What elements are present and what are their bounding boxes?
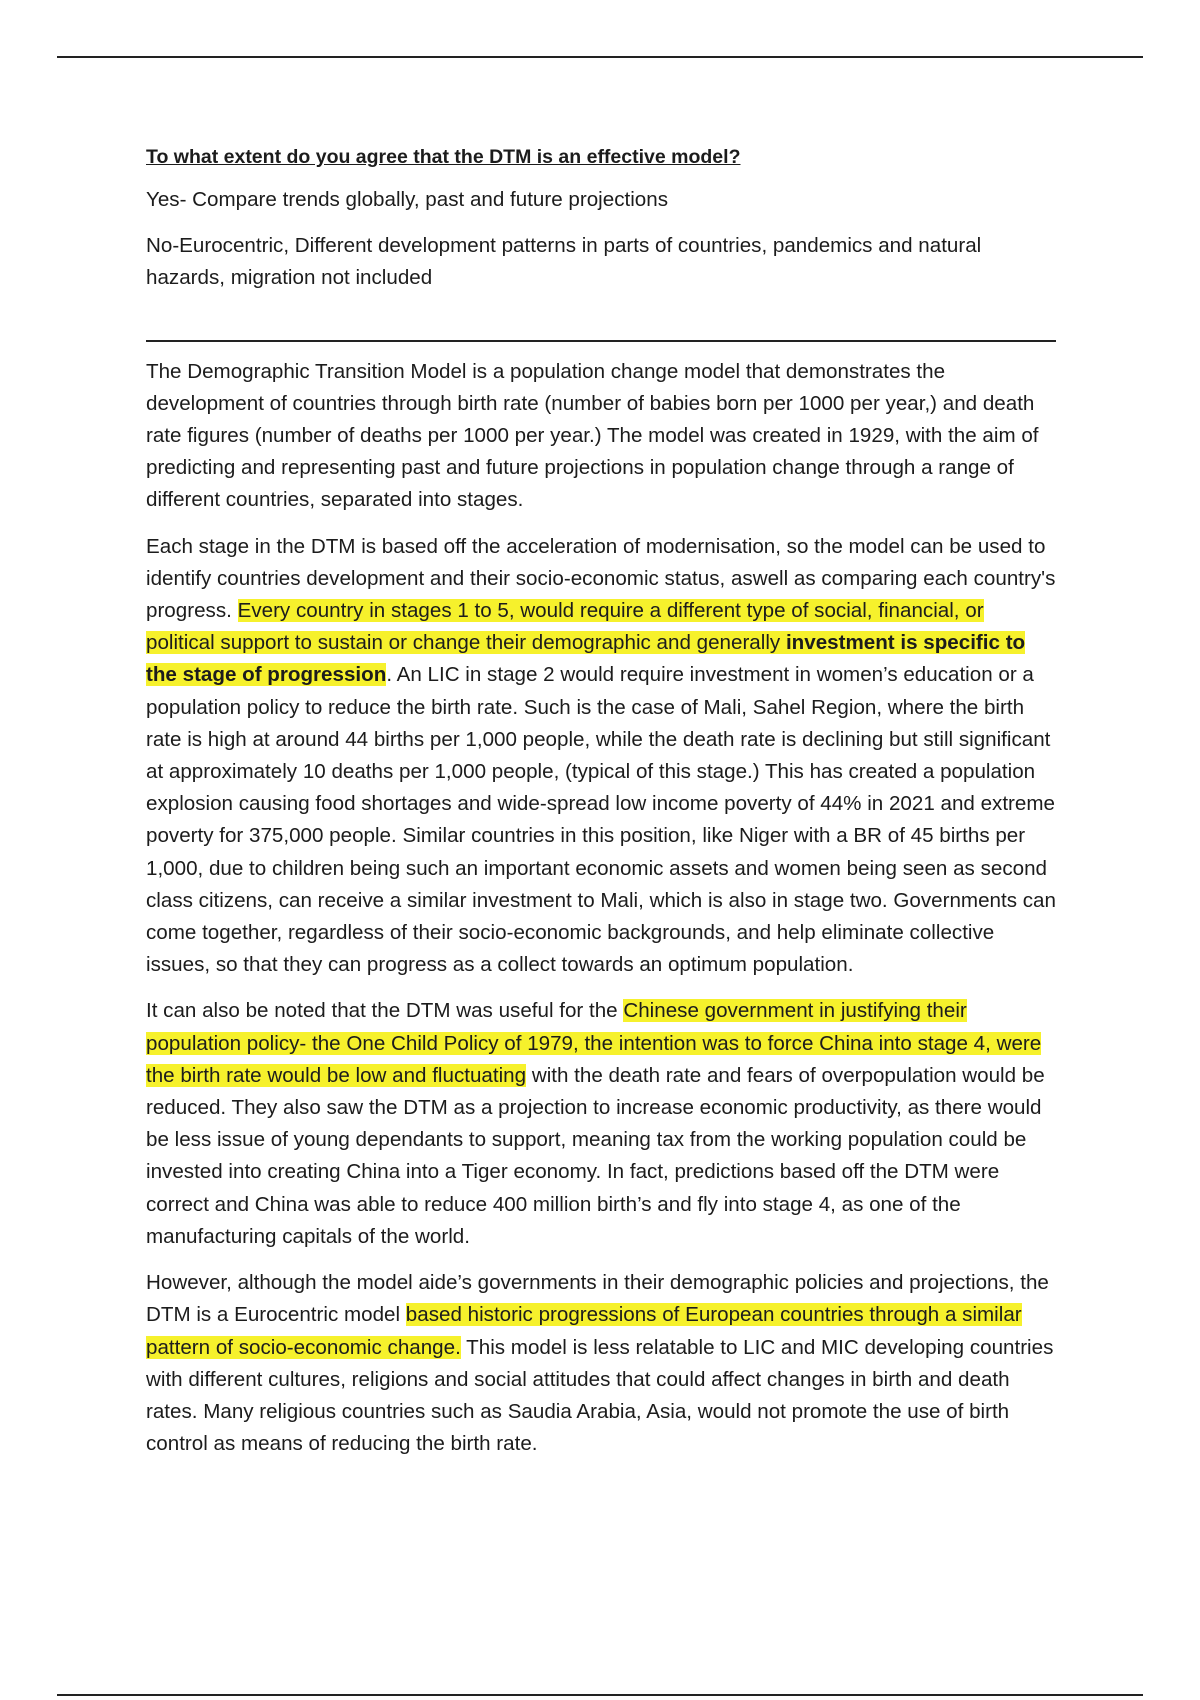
section-divider [146,340,1056,342]
yes-argument-line: Yes- Compare trends globally, past and future projections [146,188,669,211]
highlighted-bold-text: investment is specific to the stage of progression [146,631,1026,687]
paragraph-stages-text-a: Each stage in the DTM is based off the acceleration of modernisation, so the model can be used to identify countries development and their socio-economic status, aswell as comparing each country's progress. [146,534,1056,623]
page-top-rule [57,56,1143,58]
paragraph-eurocentric-text-b: This model is less relatable to LIC and MIC developing countries with different cultures, religions and social attitudes that could affect changes in birth and death rates. Many religious countries such as Saudia Arabia, Asia, would not promote the use of birth control as means of reducing the birth rate. [146,1335,1054,1456]
page-bottom-rule [57,1694,1143,1696]
paragraph-stages [146,531,1056,982]
no-argument-line: No-Eurocentric, Different development patterns in parts of countries, pandemics and natural hazards, migration not included [146,234,982,290]
paragraph-china [146,995,1056,1253]
paragraph-eurocentric-text-a: However, although the model aide’s governments in their demographic policies and projections, the DTM is a Eurocentric model [146,1271,1049,1327]
paragraph-stages-text-b: . An LIC in stage 2 would require investment in women’s education or a population policy to reduce the birth rate. Such is the case of Mali, Sahel Region, where the birth rate is high at around 44 births per 1,000 people, while the death rate is declining but still significant at approximately 10 deaths per 1,000 people, (typical of this stage.) This has created a population explosion causing food shortages and wide-spread low income poverty of 44% in 2021 and extreme poverty for 375,000 people. Similar countries in this position, like Niger with a BR of 45 births per 1,000, due to children being such an important economic assets and women being seen as second class citizens, can receive a similar investment to Mali, which is also in stage two. Governments can come together, regardless of their socio-economic backgrounds, and help eliminate collective issues, so that they can progress as a collect towards an optimum population. [146,663,1056,977]
paragraph-china-text-a: It can also be noted that the DTM was useful for the [146,999,624,1023]
paragraph-introduction: The Demographic Transition Model is a population change model that demonstrates the development of countries through birth rate (number of babies born per 1000 per year,) and death rate figures (number of deaths per 1000 per year.) The model was created in 1929, with the aim of predicting and representing past and future projections in population change through a range of different countries, separated into stages. [146,359,1039,512]
highlighted-text-part: Every country in stages 1 to 5, would require a different type of social, financial, or political support to sustain or change their demographic and generally [146,599,984,655]
document-page [146,142,1056,1474]
highlighted-text: Chinese government in justifying their population policy- the One Child Policy of 1979, the intention was to force China into stage 4, were the birth rate would be low and fluctuating [146,999,1042,1087]
paragraph-eurocentric [146,1267,1056,1460]
highlighted-text: based historic progressions of European countries through a similar pattern of socio-economic change. [146,1303,1022,1359]
paragraph-china-text-b: with the death rate and fears of overpopulation would be reduced. They also saw the DTM as a projection to increase economic productivity, as there would be less issue of young dependants to support, meaning tax from the working population could be invested into creating China into a Tiger economy. In fact, predictions based off the DTM were correct and China was able to reduce 400 million birth’s and fly into stage 4, as one of the manufacturing capitals of the world. [146,1063,1045,1248]
essay-question-title: To what extent do you agree that the DTM is an effective model? [146,146,741,168]
